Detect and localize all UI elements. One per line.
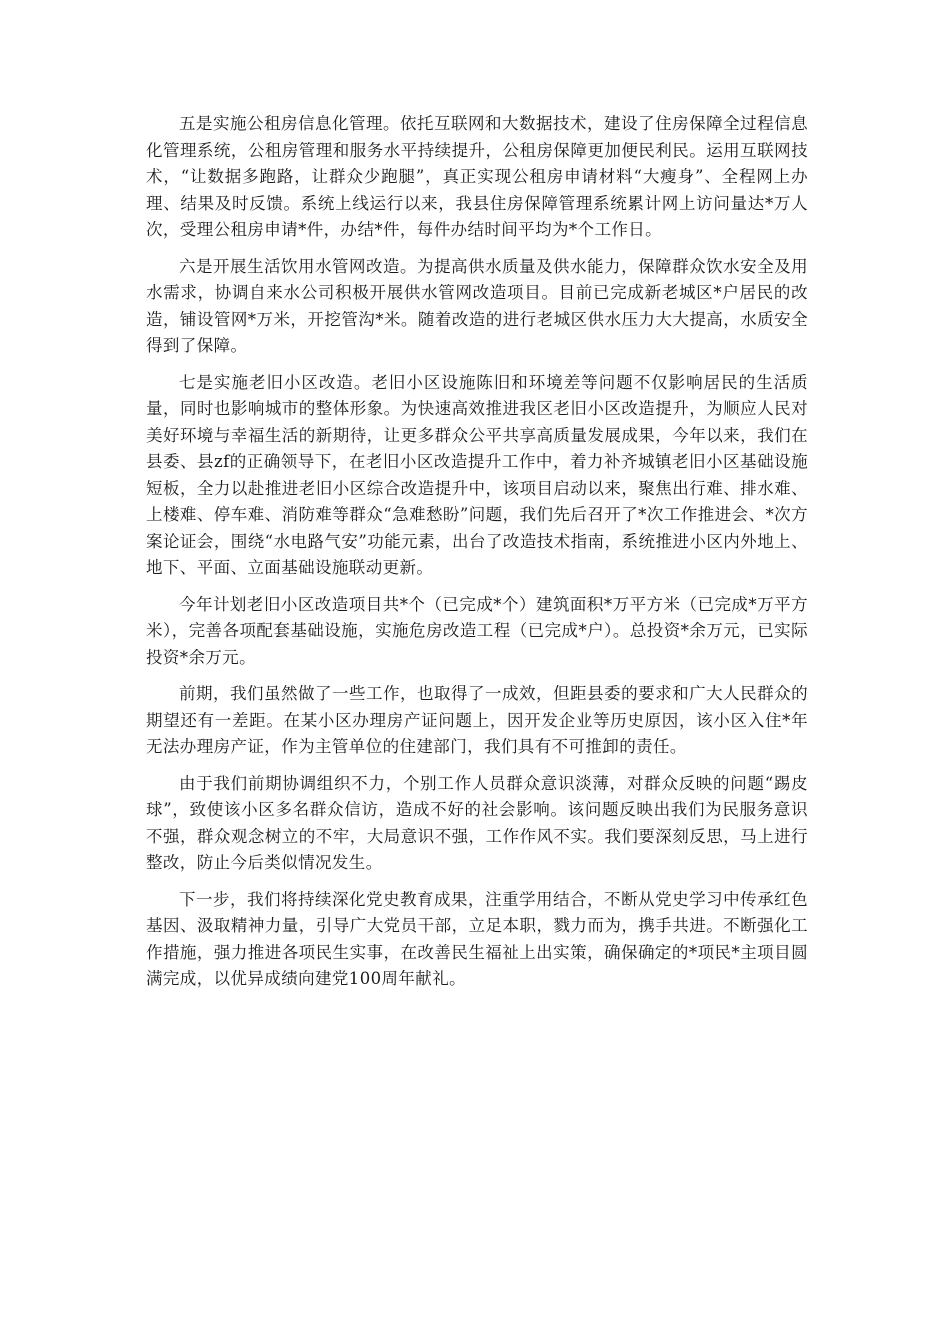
paragraph-shortcomings: 前期，我们虽然做了一些工作，也取得了一成效，但距县委的要求和广大人民群众的期望还有一差距。在某小区办理房产证问题上，因开发企业等历史原因，该小区入住*年无法办理房产证，作为主管单位的住建部门，我们具有不可推卸的责任。 — [146, 684, 808, 756]
paragraph-renovation-plan: 今年计划老旧小区改造项目共*个（已完成*个）建筑面积*万平方米（已完成*万平方米），完善各项配套基础设施，实施危房改造工程（已完成*户）。总投资*余万元，已实际投资*余万元。 — [146, 594, 808, 667]
document-body — [146, 111, 808, 1003]
paragraph-water-pipe-renovation: 六是开展生活饮用水管网改造。为提高供水质量及供水能力，保障群众饮水安全及用水需求，协调自来水公司积极开展供水管网改造项目。目前已完成新老城区*户居民的改造，铺设管网*万米，开挖管沟*米。随着改造的进行老城区供水压力大大提高，水质安全得到了保障。 — [146, 256, 808, 355]
paragraph-old-community-renovation: 七是实施老旧小区改造。老旧小区设施陈旧和环境差等问题不仅影响居民的生活质量，同时也影响城市的整体形象。为快速高效推进我区老旧小区改造提升，为顺应人民对美好环境与幸福生活的新期待，让更多群众公平共享高质量发展成果，今年以来，我们在县委、县zf的正确领导下，在老旧小区改造提升工作中，着力补齐城镇老旧小区基础设施短板，全力以赴推进老旧小区综合改造提升中，该项目启动以来，聚焦出行难、排水难、上楼难、停车难、消防难等群众“急难愁盼”问题，我们先后召开了*次工作推进会、*次方案论证会，围绕“水电路气安”功能元素，出台了改造技术指南，系统推进小区内外地上、地下、平面、立面基础设施联动更新。 — [146, 372, 808, 577]
paragraph-next-steps: 下一步，我们将持续深化党史教育成果，注重学用结合，不断从党史学习中传承红色基因、汲取精神力量，引导广大党员干部，立足本职，戮力而为，携手共进。不断强化工作措施，强力推进各项民生实事，在改善民生福祉上出实策，确保确定的*项民*主项目圆满完成，以优异成绩向建党100周年献礼。 — [146, 889, 808, 988]
paragraph-problem-reflection: 由于我们前期协调组织不力，个别工作人员群众意识淡薄，对群众反映的问题“踢皮球”，致使该小区多名群众信访，造成不好的社会影响。该问题反映出我们为民服务意识不强，群众观念树立的不牢，大局意识不强，工作作风不实。我们要深刻反思，马上进行整改，防止今后类似情况发生。 — [146, 773, 808, 872]
paragraph-public-rental-informatization: 五是实施公租房信息化管理。依托互联网和大数据技术，建设了住房保障全过程信息化管理系统，公租房管理和服务水平持续提升，公租房保障更加便民利民。运用互联网技术，“让数据多跑路，让群众少跑腿”，真正实现公租房申请材料“大瘦身”、全程网上办理、结果及时反馈。系统上线运行以来，我县住房保障管理系统累计网上访问量达*万人次，受理公租房申请*件，办结*件，每件办结时间平均为*个工作日。 — [146, 114, 808, 239]
